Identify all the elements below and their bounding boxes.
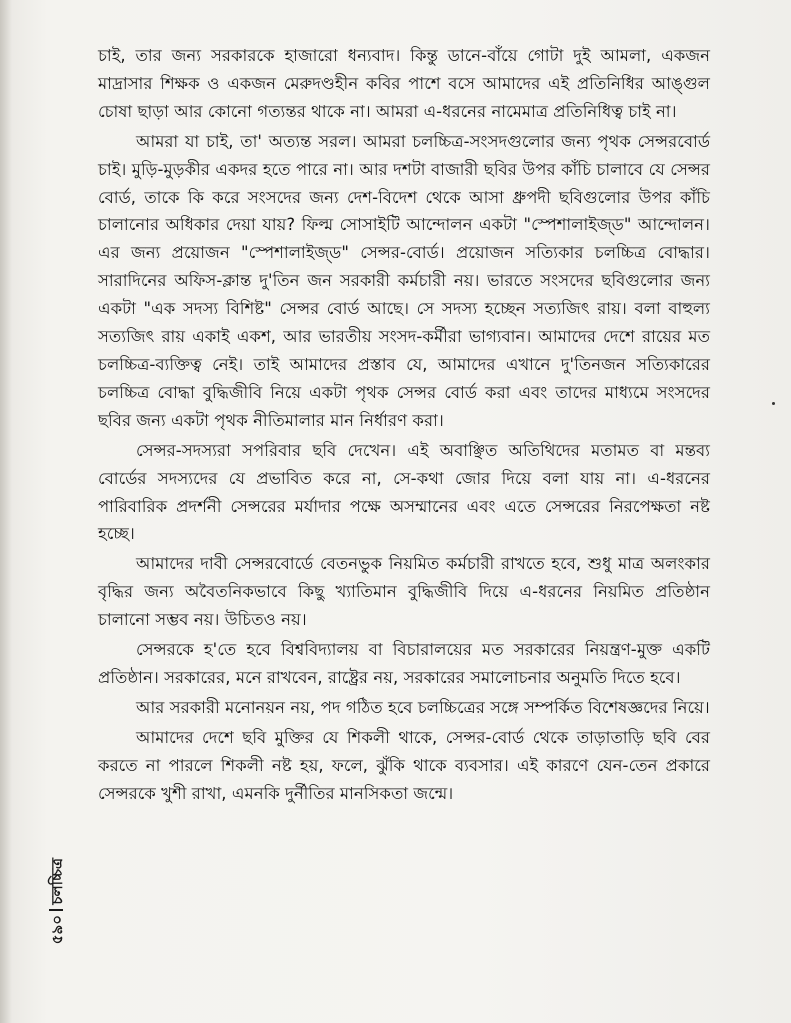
paragraph-3: সেন্সর-সদস্যরা সপরিবার ছবি দেখেন। এই অবাঞ্ছিত অতিথিদের মতামত বা মন্তব্য বোর্ডের সদস্যদের যে প্রভাবিত করে না, সে-কথা জোর দিয়ে বলা যায় না। এ-ধরনের পারিবারিক প্রদর্শনী সেন্সরের মর্যাদার পক্ষে অসম্মানের এবং এতে সেন্সরের নিরপেক্ষতা নষ্ট হচ্ছে। (98, 440, 710, 544)
margin-page-label (44, 858, 68, 988)
paragraph-6: আর সরকারী মনোনয়ন নয়, পদ গঠিত হবে চলচ্চিত্রের সঙ্গে সম্পর্কিত বিশেষজ্ঞদের নিয়ে। (136, 697, 710, 717)
paragraph-1: চাই, তার জন্য সরকারকে হাজারো ধন্যবাদ। কিন্তু ডানে-বাঁয়ে গোটা দুই আমলা, একজন মাদ্রাসার শিক্ষক ও একজন মেরুদণ্ডহীন কবির পাশে বসে আমাদের এই প্রতিনিধির আঙ্গুল চোষা ছাড়া আর কোনো গত্যন্তর থাকে না। আমরা এ-ধরনের নামেমাত্র প্রতিনিধিত্ব চাই না। (98, 46, 710, 121)
journal-name: চলচ্চিত্র (47, 858, 66, 905)
binding-shadow (0, 0, 12, 1023)
body-text (98, 42, 710, 809)
paragraph-2: আমরা যা চাই, তা' অত্যন্ত সরল। আমরা চলচ্চিত্র-সংসদগুলোর জন্য পৃথক সেন্সরবোর্ড চাই। মুড়ি-মুড়কীর একদর হতে পারে না। আর দশটা বাজারী ছবির উপর কাঁচি চালাবে যে সেন্সর বোর্ড, তাকে কি করে সংসদের জন্য দেশ-বিদেশ থেকে আসা ধ্রুপদী ছবিগুলোর উপর কাঁচি চালানোর অধিকার দেয়া যায়? ফিল্ম সোসাইটি আন্দোলন একটা "স্পেশালাইজ্‌ড" আন্দোলন। এর জন্য প্রয়োজন "স্পেশালাইজ্‌ড" সেন্সর-বোর্ড। প্রয়োজন সত্যিকার চলচ্চিত্র বোদ্ধার। সারাদিনের অফিস-ক্লান্ত দু'তিন জন সরকারী কর্মচারী নয়। ভারতে সংসদের ছবিগুলোর জন্য একটা "এক সদস্য বিশিষ্ট" সেন্সর বোর্ড আছে। সে সদস্য হচ্ছেন সত্যজিৎ রায়। বলা বাহুল্য সত্যজিৎ রায় একাই একশ, আর ভারতীয় সংসদ-কর্মীরা ভাগ্যবান। আমাদের দেশে রায়ের মত চলচ্চিত্র-ব্যক্তিত্ব নেই। তাই আমাদের প্রস্তাব যে, আমাদের এখানে দু'তিনজন সত্যিকারের চলচ্চিত্র বোদ্ধা বুদ্ধিজীবি নিয়ে একটা পৃথক সেন্সর বোর্ড করা এবং তাদের মাধ্যমে সংসদের ছবির জন্য একটা পৃথক নীতিমালার মান নির্ধারণ করা। (98, 131, 710, 430)
print-speck (772, 402, 775, 405)
paragraph-4: আমাদের দাবী সেন্সরবোর্ডে বেতনভুক নিয়মিত কর্মচারী রাখতে হবে, শুধু মাত্র অলংকার বৃদ্ধির জন্য অবৈতনিকভাবে কিছু খ্যাতিমান বুদ্ধিজীবি দিয়ে এ-ধরনের নিয়মিত প্রতিষ্ঠান চালানো সম্ভব নয়। উচিতও নয়। (98, 554, 710, 630)
paragraph-5: সেন্সরকে হ'তে হবে বিশ্ববিদ্যালয় বা বিচারালয়ের মত সরকারের নিয়ন্ত্রণ-মুক্ত একটি প্রতিষ্ঠান। সরকারের, মনে রাখবেন, রাষ্ট্রের নয়, সরকারের সমালোচনার অনুমতি দিতে হবে। (98, 640, 710, 687)
label-separator (49, 909, 63, 911)
paragraph-7: আমাদের দেশে ছবি মুক্তির যে শিকলী থাকে, সেন্সর-বোর্ড থেকে তাড়াতাড়ি ছবি বের করতে না পারলে শিকলী নষ্ট হয়, ফলে, ঝুঁকি থাকে ব্যবসার। এই কারণে যেন-তেন প্রকারে সেন্সরকে খুশী রাখা, এমনকি দুর্নীতির মানসিকতা জন্মে। (98, 727, 710, 803)
page-number: ৫৯০ (47, 914, 66, 944)
